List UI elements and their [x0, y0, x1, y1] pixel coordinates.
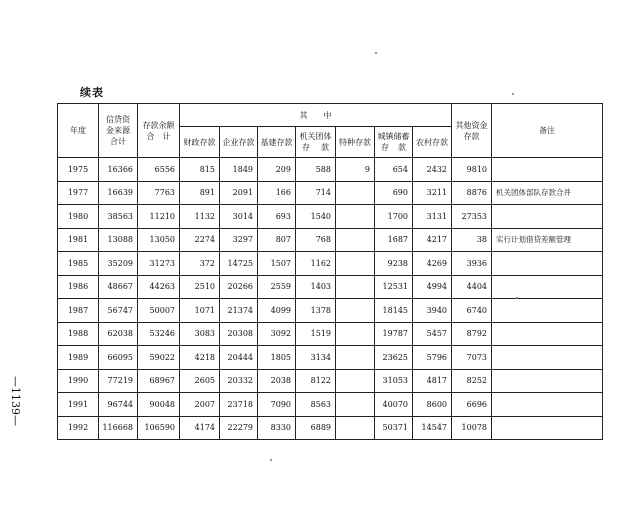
speck [270, 459, 272, 461]
speck [512, 93, 514, 95]
table-continued-title: 续表 [80, 86, 104, 99]
table-row: 1986 48667 44263 2510 20266 2559 1403 12531 4994 4404 [58, 275, 603, 299]
table-row: 1987 56747 50007 1071 21374 4099 1378 18145 3940 6740 [58, 299, 603, 323]
speck [375, 52, 377, 54]
table-row: 1990 77219 68967 2605 20332 2038 8122 31053 4817 8252 [58, 369, 603, 393]
col-credit-total: 信贷资金来源合计 [99, 104, 138, 158]
table-row: 1981 13088 13050 2274 3297 807 768 1687 4217 38 实行计划借贷差额管理 [58, 228, 603, 252]
col-capital: 基建存款 [258, 127, 296, 158]
table-row: 1977 16639 7763 891 2091 166 714 690 3211 8876 机关团体部队存款合并 [58, 181, 603, 205]
col-other: 其他资金 存款 [452, 104, 492, 158]
table-row: 1985 35209 31273 372 14725 1507 1162 9238 4269 3936 [58, 252, 603, 276]
table-row: 1992 116668 106590 4174 22279 8330 6889 50371 14547 10078 [58, 416, 603, 440]
col-urban-savings: 城镇储蓄 存 款 [375, 127, 413, 158]
col-enterprise: 企业存款 [220, 127, 258, 158]
col-org-group: 机关团体 存 款 [296, 127, 336, 158]
table-row: 1975 16366 6556 815 1849 209 588 9 654 2432 9810 [58, 158, 603, 182]
table-row: 1980 38563 11210 1132 3014 693 1540 1700 3131 27353 [58, 205, 603, 229]
table-row: 1989 66095 59022 4218 20444 1805 3134 23625 5796 7073 [58, 346, 603, 370]
col-rural: 农村存款 [413, 127, 452, 158]
col-group-qizhong: 其 中 [180, 104, 452, 127]
speck [516, 297, 518, 299]
col-fiscal: 财政存款 [180, 127, 220, 158]
col-special: 特种存款 [336, 127, 375, 158]
col-year: 年度 [58, 104, 99, 158]
table-row: 1991 96744 90048 2007 23718 7090 8563 40070 8600 6696 [58, 393, 603, 417]
col-remarks: 备注 [492, 104, 603, 158]
table-row: 1988 62038 53246 3083 20308 3092 1519 19787 5457 8792 [58, 322, 603, 346]
deposit-table [57, 103, 603, 440]
col-deposit-balance: 存款余额 合 计 [138, 104, 180, 158]
page-number: —1139— [9, 376, 22, 426]
